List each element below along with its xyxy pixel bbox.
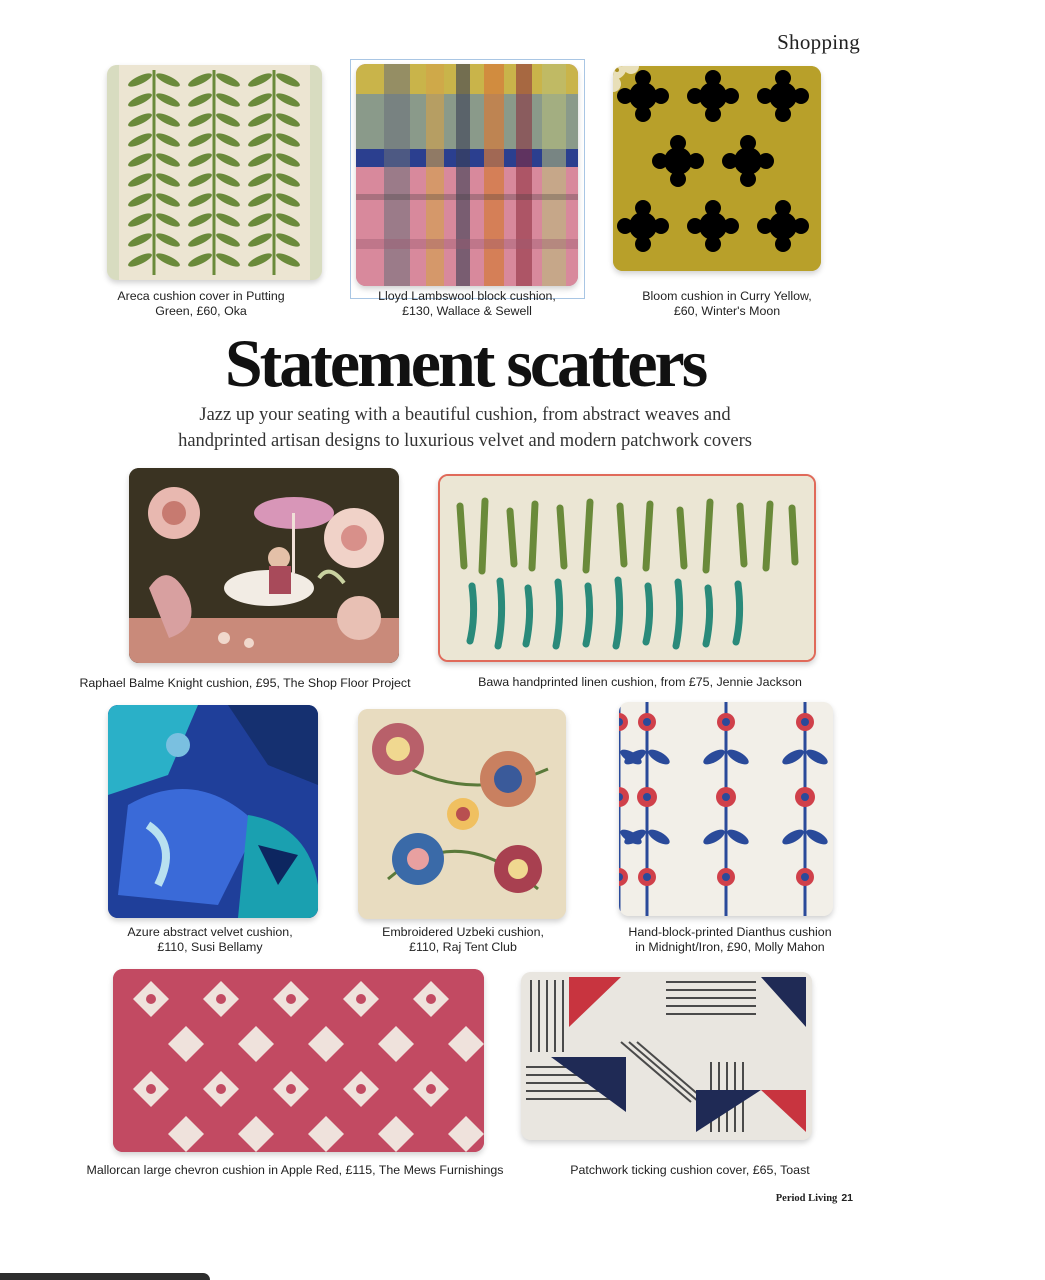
ikat-chevron-pattern-icon — [113, 969, 484, 1152]
bawa-cushion-image[interactable] — [438, 474, 816, 662]
block-check-pattern-icon — [356, 64, 578, 286]
feature-title: Statement scatters — [224, 325, 706, 401]
product-caption-bloom: Bloom cushion in Curry Yellow, £60, Winter's Moon — [642, 289, 812, 318]
bloom-pattern-icon — [613, 66, 821, 271]
product-caption-dianthus: Hand-block-printed Dianthus cushion in Midnight/Iron, £90, Molly Mahon — [628, 925, 832, 954]
brushstroke-pattern-icon — [440, 476, 814, 660]
product-caption-uzbeki: Embroidered Uzbeki cushion, £110, Raj Tent Club — [382, 925, 544, 954]
areca-cushion-image[interactable] — [107, 65, 322, 280]
dianthus-cushion-image[interactable] — [619, 702, 833, 916]
magazine-name: Period Living — [775, 1193, 838, 1204]
bloom-cushion-image[interactable] — [613, 66, 821, 271]
azure-cushion-image[interactable] — [108, 705, 318, 918]
product-caption-bawa: Bawa handprinted linen cushion, from £75, Jennie Jackson — [478, 675, 802, 689]
uzbeki-cushion-image[interactable] — [358, 709, 566, 919]
mallorcan-cushion-image[interactable] — [113, 969, 484, 1152]
patchwork-ticking-pattern-icon — [521, 972, 812, 1140]
lloyd-cushion-image[interactable] — [356, 64, 578, 286]
feature-deck: Jazz up your seating with a beautiful cushion, from abstract weaves and handprinted artisan designs to luxurious velvet and modern patchwork covers — [178, 405, 752, 451]
product-caption-lloyd: Lloyd Lambswool block cushion, £130, Wallace & Sewell — [378, 289, 556, 318]
product-caption-knight: Raphael Balme Knight cushion, £95, The Shop Floor Project — [79, 676, 411, 690]
page-folio — [776, 1192, 853, 1204]
product-caption-patchwork: Patchwork ticking cushion cover, £65, Toast — [570, 1163, 810, 1177]
scrollbar[interactable] — [0, 1273, 210, 1280]
section-label: Shopping — [777, 30, 860, 54]
patchwork-cushion-image[interactable] — [521, 972, 812, 1140]
abstract-blue-pattern-icon — [108, 705, 318, 918]
product-caption-azure: Azure abstract velvet cushion, £110, Susi Bellamy — [127, 925, 293, 954]
product-caption-areca: Areca cushion cover in Putting Green, £60, Oka — [117, 289, 285, 318]
fern-pattern-icon — [107, 65, 322, 280]
knight-cushion-image[interactable] — [129, 468, 399, 663]
product-caption-mallorcan: Mallorcan large chevron cushion in Apple Red, £115, The Mews Furnishings — [86, 1163, 504, 1177]
suzani-pattern-icon — [358, 709, 566, 919]
page-number: 21 — [841, 1192, 853, 1204]
knight-floral-pattern-icon — [129, 468, 399, 663]
dianthus-pattern-icon — [619, 702, 833, 916]
